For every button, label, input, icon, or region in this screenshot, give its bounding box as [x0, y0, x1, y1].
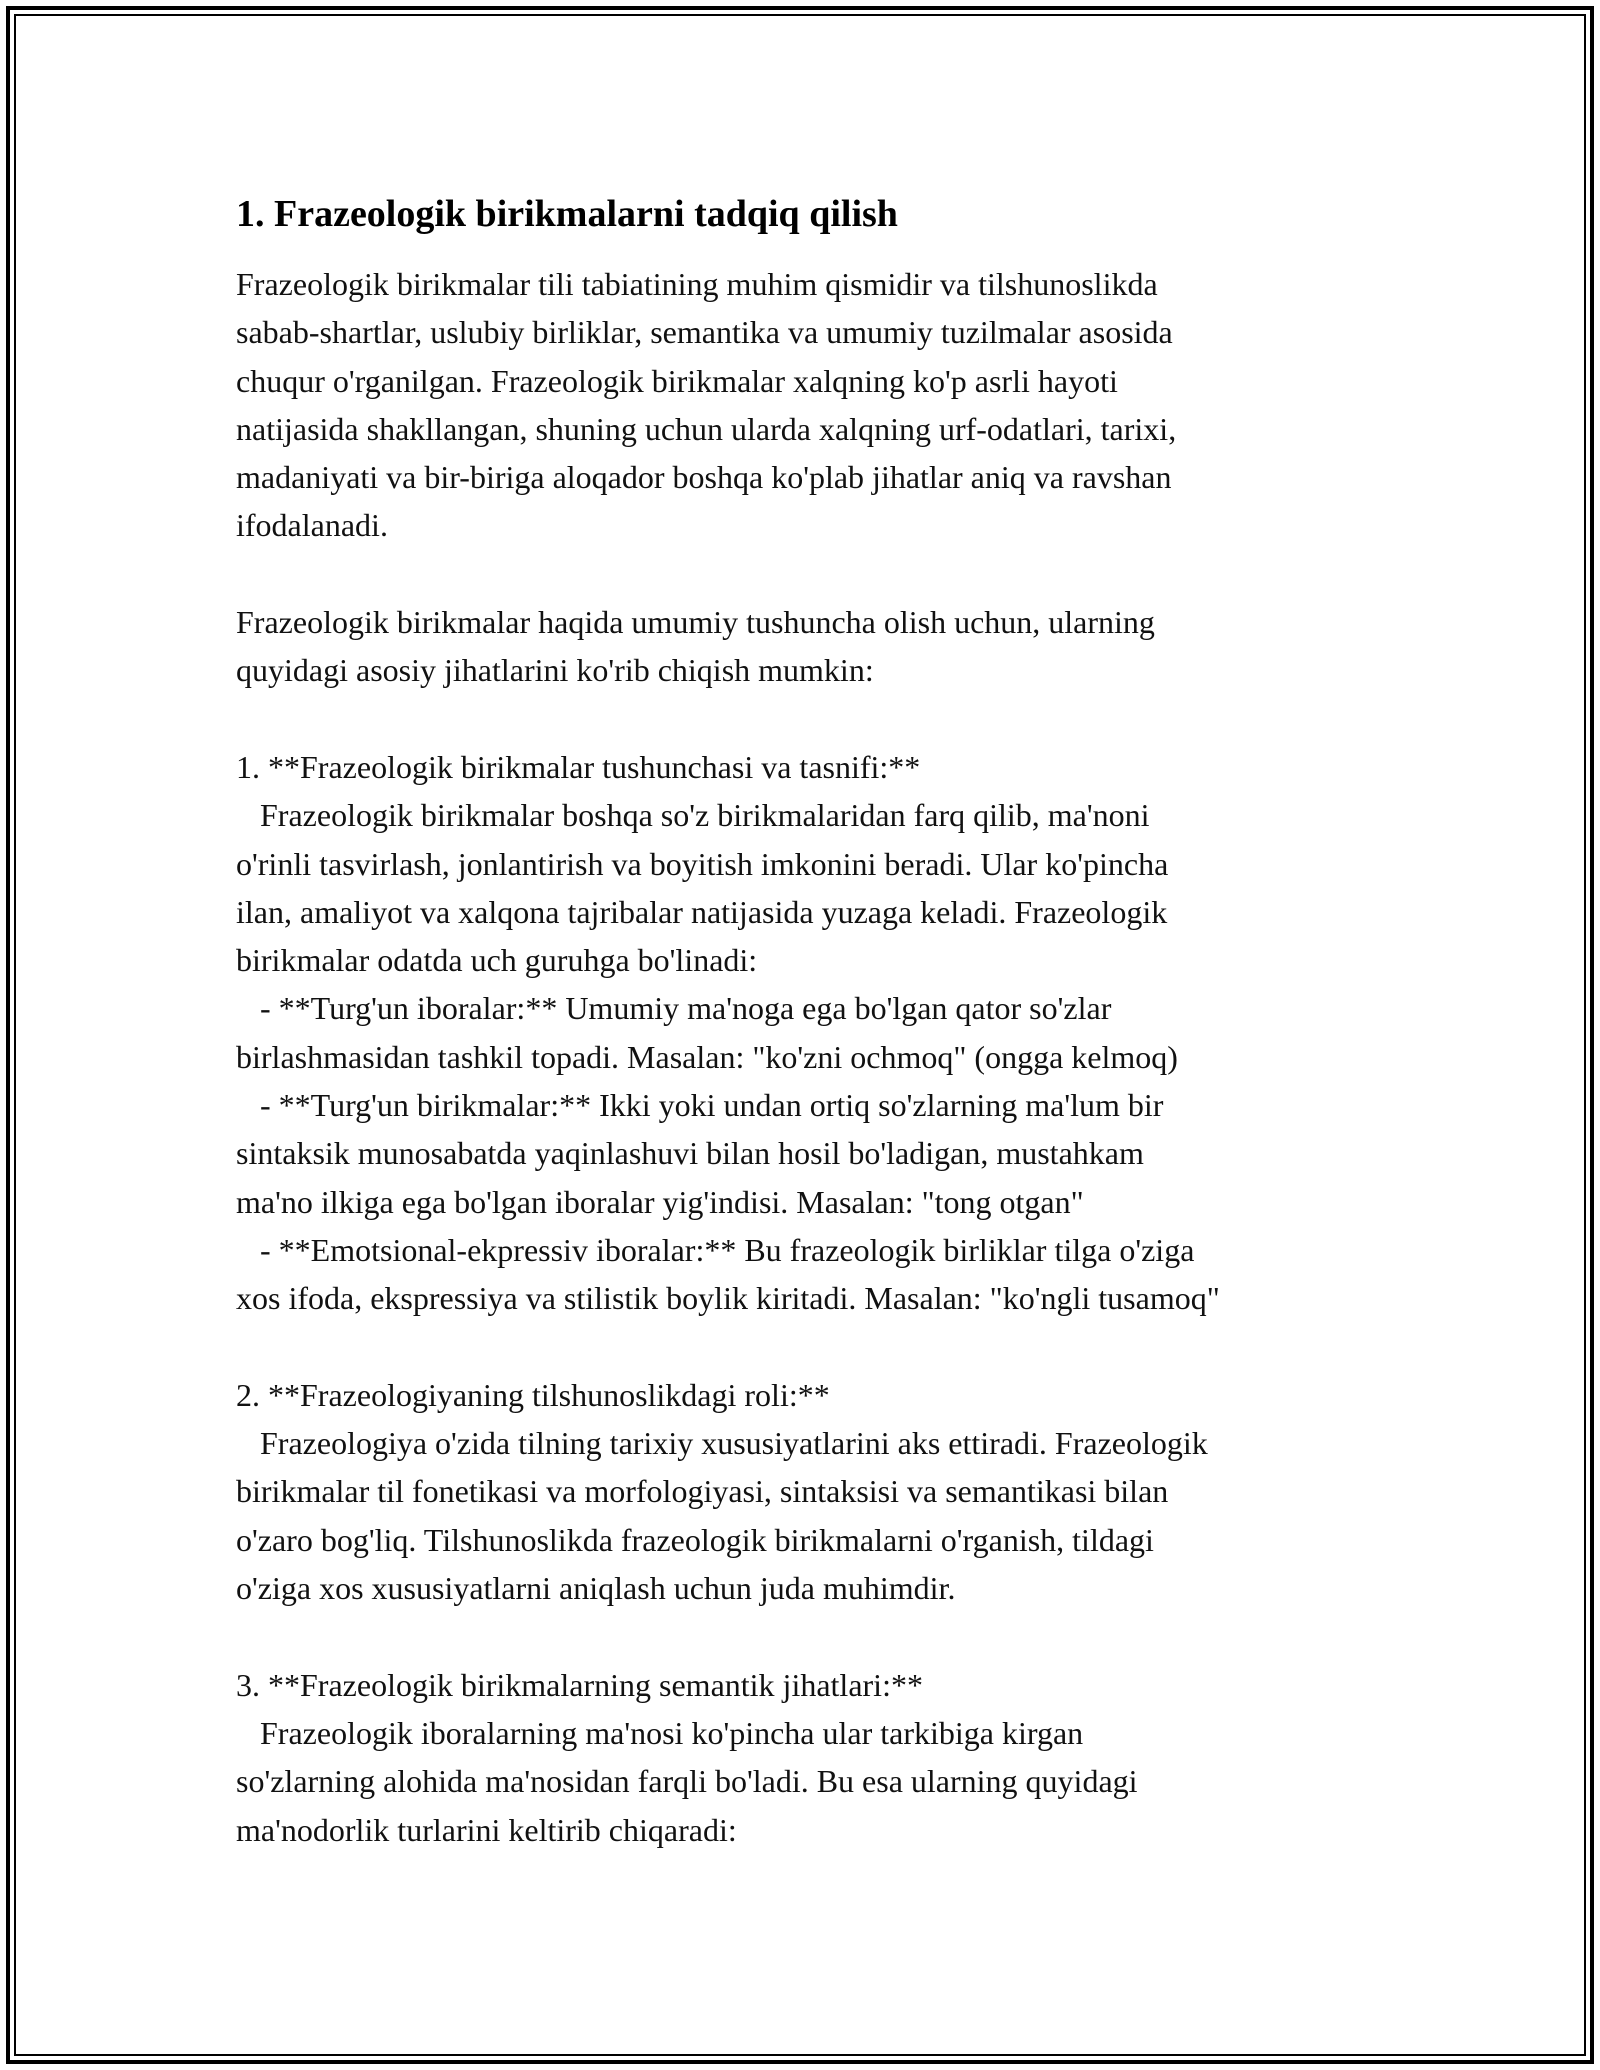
- text-line: o'ziga xos xususiyatlarni aniqlash uchun juda muhimdir.: [236, 1570, 956, 1607]
- text-line: o'zaro bog'liq. Tilshunoslikda frazeologik birikmalarni o'rganish, tildagi: [236, 1521, 1154, 1558]
- text-line: o'rinli tasvirlash, jonlantirish va boyitish imkonini beradi. Ular ko'pincha: [236, 845, 1169, 882]
- text-line: sabab-shartlar, uslubiy birliklar, semantika va umumiy tuzilmalar asosida: [236, 314, 1173, 351]
- text-line: chuqur o'rganilgan. Frazeologik birikmalar xalqning ko'p asrli hayoti: [236, 362, 1118, 399]
- text-line: 3. **Frazeologik birikmalarning semantik jihatlari:**: [236, 1666, 923, 1703]
- text-line: Frazeologik iboralarning ma'nosi ko'pincha ular tarkibiga kirgan: [236, 1714, 1084, 1751]
- text-line: quyidagi asosiy jihatlarini ko'rib chiqish mumkin:: [236, 652, 874, 689]
- text-line: birlashmasidan tashkil topadi. Masalan: "ko'zni ochmoq" (ongga kelmoq): [236, 1038, 1178, 1075]
- text-line: natijasida shakllangan, shuning uchun ularda xalqning urf-odatlari, tarixi,: [236, 410, 1177, 447]
- body-text: [236, 260, 1436, 1854]
- text-line: - **Turg'un birikmalar:** Ikki yoki undan ortiq so'zlarning ma'lum bir: [236, 1087, 1164, 1124]
- blank-line: [236, 1323, 1436, 1371]
- text-line: birikmalar til fonetikasi va morfologiyasi, sintaksisi va semantikasi bilan: [236, 1473, 1169, 1510]
- section-title: 1. Frazeologik birikmalarni tadqiq qilish: [236, 193, 898, 235]
- document-body: [236, 186, 1436, 1854]
- text-line: sintaksik munosabatda yaqinlashuvi bilan hosil bo'ladigan, mustahkam: [236, 1135, 1144, 1172]
- text-line: - **Emotsional-ekpressiv iboralar:** Bu frazeologik birliklar tilga o'ziga: [236, 1231, 1195, 1268]
- blank-line: [236, 550, 1436, 598]
- text-line: Frazeologik birikmalar boshqa so'z birikmalaridan farq qilib, ma'noni: [236, 797, 1150, 834]
- text-line: - **Turg'un iboralar:** Umumiy ma'noga ega bo'lgan qator so'zlar: [236, 990, 1112, 1027]
- text-line: ilan, amaliyot va xalqona tajribalar natijasida yuzaga keladi. Frazeologik: [236, 893, 1168, 930]
- text-line: Frazeologik birikmalar tili tabiatining muhim qismidir va tilshunoslikda: [236, 266, 1158, 302]
- text-line: 2. **Frazeologiyaning tilshunoslikdagi roli:**: [236, 1376, 830, 1413]
- blank-line: [236, 695, 1436, 743]
- text-line: ma'nodorlik turlarini keltirib chiqaradi:: [236, 1811, 737, 1848]
- text-line: ifodalanadi.: [236, 507, 388, 544]
- text-line: so'zlarning alohida ma'nosidan farqli bo'ladi. Bu esa ularning quyidagi: [236, 1763, 1138, 1800]
- text-line: ma'no ilkiga ega bo'lgan iboralar yig'indisi. Masalan: "tong otgan": [236, 1183, 1084, 1220]
- text-line: xos ifoda, ekspressiya va stilistik boylik kiritadi. Masalan: "ko'ngli tusamoq": [236, 1280, 1220, 1317]
- text-line: madaniyati va bir-biriga aloqador boshqa ko'plab jihatlar aniq va ravshan: [236, 459, 1172, 496]
- text-line: Frazeologik birikmalar haqida umumiy tushuncha olish uchun, ularning: [236, 604, 1155, 641]
- blank-line: [236, 1612, 1436, 1660]
- text-line: 1. **Frazeologik birikmalar tushunchasi va tasnifi:**: [236, 748, 921, 785]
- text-line: Frazeologiya o'zida tilning tarixiy xususiyatlarini aks ettiradi. Frazeologik: [236, 1425, 1208, 1462]
- text-line: birikmalar odatda uch guruhga bo'linadi:: [236, 942, 758, 979]
